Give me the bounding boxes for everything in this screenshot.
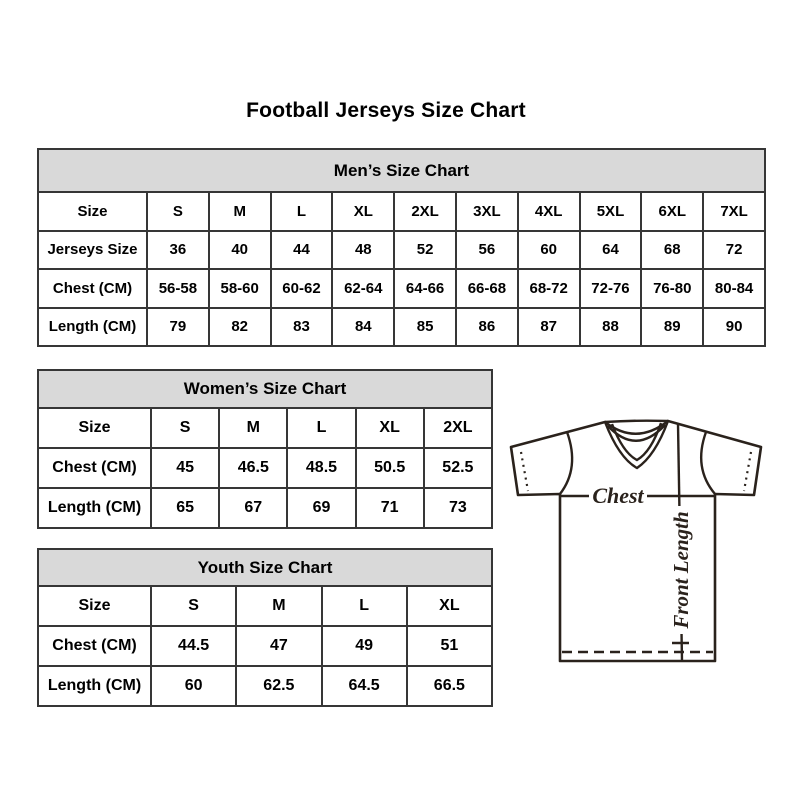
size-value-cell: 65: [151, 488, 219, 528]
size-value-cell: 66-68: [456, 269, 518, 308]
size-value-cell: 73: [424, 488, 492, 528]
table-row: [38, 408, 492, 448]
size-value-cell: M: [236, 586, 321, 626]
chest-label: Chest: [592, 483, 644, 508]
size-value-cell: 72: [703, 231, 765, 270]
table-row: [38, 448, 492, 488]
table-title: Youth Size Chart: [38, 549, 492, 586]
size-value-cell: 66.5: [407, 666, 492, 706]
size-value-cell: 50.5: [356, 448, 424, 488]
size-value-cell: L: [287, 408, 355, 448]
cuff-stitch-left: [521, 452, 528, 491]
youth-size-table: [37, 548, 493, 707]
size-value-cell: 89: [641, 308, 703, 347]
table-row: [38, 269, 765, 308]
table-header-row: [38, 149, 765, 192]
size-value-cell: 45: [151, 448, 219, 488]
armhole-seam-left: [560, 432, 572, 494]
table-header-row: [38, 370, 492, 408]
size-value-cell: M: [209, 192, 271, 231]
row-label: Length (CM): [38, 666, 151, 706]
table-row: [38, 626, 492, 666]
size-value-cell: 76-80: [641, 269, 703, 308]
row-label: Size: [38, 192, 147, 231]
size-value-cell: 5XL: [580, 192, 642, 231]
table-row: [38, 586, 492, 626]
jersey-outline: [511, 421, 761, 661]
size-value-cell: XL: [356, 408, 424, 448]
size-value-cell: 7XL: [703, 192, 765, 231]
table-row: [38, 308, 765, 347]
size-value-cell: 52.5: [424, 448, 492, 488]
womens-size-table: [37, 369, 493, 529]
size-value-cell: 86: [456, 308, 518, 347]
size-value-cell: 4XL: [518, 192, 580, 231]
size-value-cell: 83: [271, 308, 333, 347]
size-value-cell: 80-84: [703, 269, 765, 308]
size-value-cell: 58-60: [209, 269, 271, 308]
size-value-cell: 64: [580, 231, 642, 270]
size-value-cell: XL: [332, 192, 394, 231]
table-title: Men’s Size Chart: [38, 149, 765, 192]
size-value-cell: S: [147, 192, 209, 231]
table-row: [38, 666, 492, 706]
size-value-cell: 49: [322, 626, 407, 666]
size-value-cell: L: [271, 192, 333, 231]
armhole-seam-right: [701, 432, 715, 494]
row-label: Chest (CM): [38, 269, 147, 308]
size-value-cell: S: [151, 586, 236, 626]
row-label: Size: [38, 586, 151, 626]
size-value-cell: 64.5: [322, 666, 407, 706]
page-title: Football Jerseys Size Chart: [246, 99, 526, 122]
size-value-cell: 72-76: [580, 269, 642, 308]
size-value-cell: L: [322, 586, 407, 626]
size-value-cell: 69: [287, 488, 355, 528]
mens-size-table: [37, 148, 766, 347]
row-label: Chest (CM): [38, 448, 151, 488]
size-value-cell: 90: [703, 308, 765, 347]
size-value-cell: 67: [219, 488, 287, 528]
size-value-cell: 68: [641, 231, 703, 270]
size-value-cell: 64-66: [394, 269, 456, 308]
size-value-cell: 48: [332, 231, 394, 270]
size-value-cell: 47: [236, 626, 321, 666]
size-value-cell: 56-58: [147, 269, 209, 308]
row-label: Size: [38, 408, 151, 448]
size-value-cell: 51: [407, 626, 492, 666]
row-label: Length (CM): [38, 488, 151, 528]
size-value-cell: 71: [356, 488, 424, 528]
size-value-cell: 44.5: [151, 626, 236, 666]
size-value-cell: 60-62: [271, 269, 333, 308]
size-value-cell: 3XL: [456, 192, 518, 231]
size-value-cell: 60: [518, 231, 580, 270]
size-value-cell: 79: [147, 308, 209, 347]
size-value-cell: M: [219, 408, 287, 448]
table-row: [38, 231, 765, 270]
size-value-cell: 82: [209, 308, 271, 347]
row-label: Jerseys Size: [38, 231, 147, 270]
size-value-cell: 62-64: [332, 269, 394, 308]
size-value-cell: XL: [407, 586, 492, 626]
size-value-cell: 46.5: [219, 448, 287, 488]
table-title: Women’s Size Chart: [38, 370, 492, 408]
size-value-cell: 56: [456, 231, 518, 270]
jersey-measurement-diagram: [500, 406, 772, 670]
size-value-cell: 85: [394, 308, 456, 347]
collar-top-edge: [605, 421, 668, 422]
size-value-cell: 2XL: [424, 408, 492, 448]
row-label: Length (CM): [38, 308, 147, 347]
front-length-label: Front Length: [669, 511, 693, 629]
table-row: [38, 192, 765, 231]
size-value-cell: 52: [394, 231, 456, 270]
size-value-cell: 48.5: [287, 448, 355, 488]
size-value-cell: 36: [147, 231, 209, 270]
size-value-cell: 84: [332, 308, 394, 347]
size-value-cell: 40: [209, 231, 271, 270]
size-value-cell: 87: [518, 308, 580, 347]
size-value-cell: 60: [151, 666, 236, 706]
size-value-cell: 68-72: [518, 269, 580, 308]
size-value-cell: 44: [271, 231, 333, 270]
cuff-stitch-right: [744, 452, 751, 491]
size-value-cell: S: [151, 408, 219, 448]
size-value-cell: 88: [580, 308, 642, 347]
size-value-cell: 6XL: [641, 192, 703, 231]
size-value-cell: 2XL: [394, 192, 456, 231]
row-label: Chest (CM): [38, 626, 151, 666]
table-header-row: [38, 549, 492, 586]
table-row: [38, 488, 492, 528]
size-value-cell: 62.5: [236, 666, 321, 706]
